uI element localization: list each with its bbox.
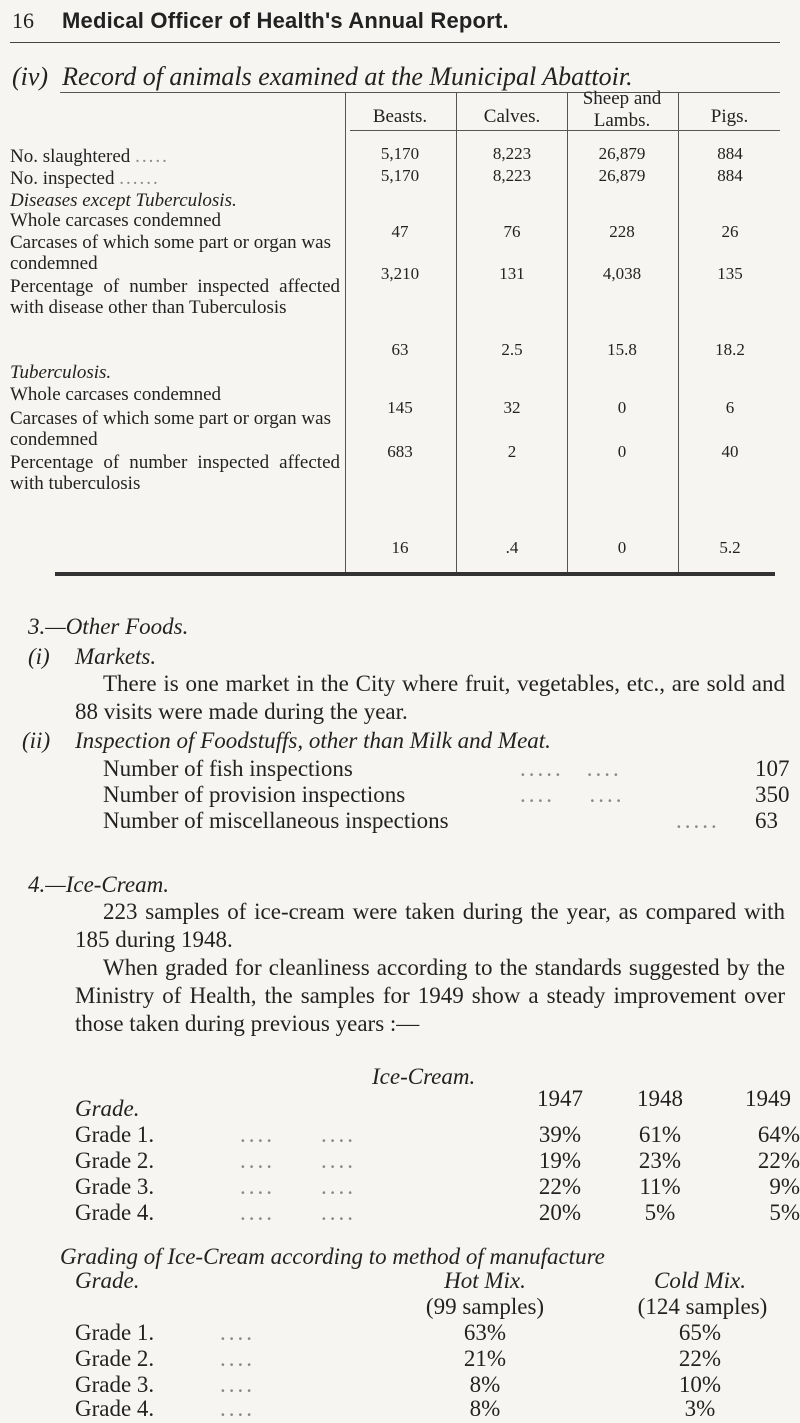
row-label-whole-carcases: Whole carcases condemned [10, 210, 222, 231]
list-item-label: Number of provision inspections [103, 782, 406, 807]
table-cell: 135 [717, 264, 743, 283]
table-cell: 0 [617, 398, 627, 417]
leader-dots: .... .... [240, 1148, 356, 1173]
column-header-pigs: Pigs. [710, 106, 749, 127]
leader-dots: .... [220, 1372, 255, 1397]
table-cell: 26 [721, 222, 739, 241]
table-cell: 10% [678, 1372, 722, 1397]
leader-dots: .... [220, 1320, 255, 1345]
leader-dots: ..... [676, 808, 720, 833]
grade-label: Grade 2. [75, 1148, 155, 1173]
cold-mix-header: Cold Mix. [654, 1268, 746, 1293]
row-label-percentage-disease: Percentage of number inspected affected with disease other than Tuberculosis [10, 276, 340, 318]
other-foods-heading: 3.—Other Foods. [28, 614, 189, 639]
table-cell: 76 [503, 222, 521, 241]
row-label-inspected: No. inspected ...... [10, 168, 160, 189]
page-number: 16 [12, 8, 34, 33]
table-cell: 19% [538, 1148, 582, 1173]
record-section-heading: Record of animals examined at the Municipal Abattoir. [62, 62, 633, 91]
ice-cream-paragraph-2: When graded for cleanliness according to the standards suggested by the Ministry of Health, the samples for 1949 show a steady improvement over those taken during previous years :— [75, 955, 785, 1036]
table-column-divider [567, 92, 568, 572]
table-cell: 11% [639, 1174, 681, 1199]
grade-label: Grade 3. [75, 1372, 155, 1397]
table-cell: 39% [538, 1122, 582, 1147]
grade-label: Grade 4. [75, 1396, 155, 1421]
list-item-value: 63 [755, 808, 778, 833]
table-cell: 20% [538, 1200, 582, 1225]
row-category-diseases: Diseases except Tuberculosis. [10, 190, 237, 211]
record-section-number: (iv) [12, 62, 49, 91]
inspection-title: Inspection of Foodstuffs, other than Milk and Meat. [75, 728, 551, 753]
markets-title: Markets. [75, 644, 157, 669]
table-cell: 5% [644, 1200, 676, 1225]
leader-dots: .... .... [520, 782, 625, 807]
list-item-label: Number of fish inspections [103, 756, 353, 781]
table-header-rule [350, 130, 780, 131]
column-header-sheep-lambs: Sheep and Lambs. [582, 88, 662, 131]
table-cell: 2 [507, 442, 517, 461]
year-header: 1949 [745, 1086, 791, 1111]
list-item-label: Number of miscellaneous inspections [103, 808, 449, 833]
table-bottom-rule [55, 572, 775, 576]
year-header: 1947 [537, 1086, 583, 1111]
table-caption: Grading of Ice-Cream according to method of manufacture [60, 1244, 605, 1269]
inspection-number: (ii) [22, 728, 51, 753]
hot-mix-header: Hot Mix. [444, 1268, 526, 1293]
table-cell: 61% [638, 1122, 682, 1147]
table-cell: 3% [684, 1396, 716, 1421]
row-label-percentage-tb: Percentage of number inspected affected with tuberculosis [10, 452, 340, 494]
table-cell: 18.2 [715, 340, 745, 359]
table-cell: 23% [638, 1148, 682, 1173]
report-title: Medical Officer of Health's Annual Report. [62, 8, 509, 33]
table-cell: 40 [721, 442, 739, 461]
markets-text: There is one market in the City where fruit, vegetables, etc., are sold and 88 visits were made during the year. [75, 671, 785, 724]
grade-label: Grade 1. [75, 1320, 155, 1345]
table-column-divider [345, 92, 346, 572]
table-cell: 131 [499, 264, 525, 283]
table-cell: 683 [387, 442, 413, 461]
leader-dots: .... [220, 1346, 255, 1371]
table-cell: 5.2 [719, 538, 741, 557]
grade-label: Grade 3. [75, 1174, 155, 1199]
markets-number: (i) [28, 644, 50, 669]
table-cell: 2.5 [501, 340, 523, 359]
table-cell: .4 [505, 538, 519, 557]
table-caption: Ice-Cream. [372, 1064, 476, 1089]
table-cell: 9% [769, 1174, 800, 1199]
table-column-divider [456, 92, 457, 572]
table-cell: 64% [757, 1122, 800, 1147]
table-cell: 5% [769, 1200, 800, 1225]
table-cell: 5,170 [380, 166, 420, 185]
hot-mix-samples: (99 samples) [425, 1294, 545, 1319]
table-cell: 63% [463, 1320, 507, 1345]
row-label-whole-carcases-tb: Whole carcases condemned [10, 384, 222, 405]
grade-column-header: Grade. [75, 1096, 140, 1121]
year-header: 1948 [637, 1086, 683, 1111]
table-cell: 65% [678, 1320, 722, 1345]
table-cell: 8% [469, 1372, 501, 1397]
row-category-tuberculosis: Tuberculosis. [10, 362, 112, 383]
table-cell: 4,038 [602, 264, 642, 283]
leader-dots: .... .... [240, 1122, 356, 1147]
table-cell: 145 [387, 398, 413, 417]
table-cell: 3,210 [380, 264, 420, 283]
grade-label: Grade 4. [75, 1200, 155, 1225]
ice-cream-heading: 4.—Ice-Cream. [28, 872, 169, 897]
table-cell: 228 [609, 222, 635, 241]
table-cell: 8,223 [492, 144, 532, 163]
grade-label: Grade 1. [75, 1122, 155, 1147]
table-cell: 884 [717, 166, 743, 185]
table-cell: 26,879 [598, 166, 646, 185]
table-cell: 26,879 [598, 144, 646, 163]
row-label-slaughtered: No. slaughtered ..... [10, 146, 169, 167]
table-cell: 884 [717, 144, 743, 163]
table-cell: 22% [757, 1148, 800, 1173]
ice-cream-paragraph-1: 223 samples of ice-cream were taken during the year, as compared with 185 during 1948. [75, 899, 785, 952]
table-cell: 0 [617, 538, 627, 557]
table-cell: 0 [617, 442, 627, 461]
row-label-part-condemned-tb: Carcases of which some part or organ was condemned [10, 408, 331, 450]
leader-dots: .... .... [240, 1174, 356, 1199]
header-rule [10, 42, 780, 43]
table-cell: 8% [469, 1396, 501, 1421]
column-header-calves: Calves. [483, 106, 541, 127]
cold-mix-samples: (124 samples) [637, 1294, 768, 1319]
table-cell: 22% [678, 1346, 722, 1371]
leader-dots: ..... .... [520, 756, 622, 781]
list-item-value: 350 [755, 782, 790, 807]
column-header-beasts: Beasts. [372, 106, 428, 127]
leader-dots: .... [220, 1396, 255, 1421]
table-cell: 47 [391, 222, 409, 241]
record-section-title [12, 62, 633, 92]
table-cell: 21% [463, 1346, 507, 1371]
table-cell: 15.8 [607, 340, 637, 359]
table-cell: 6 [725, 398, 735, 417]
table-top-rule [60, 92, 780, 93]
row-label-part-condemned: Carcases of which some part or organ was condemned [10, 232, 331, 274]
list-item-value: 107 [755, 756, 790, 781]
table-column-divider [678, 92, 679, 572]
leader-dots: .... .... [240, 1200, 356, 1225]
table-cell: 8,223 [492, 166, 532, 185]
table-cell: 32 [503, 398, 521, 417]
table-cell: 63 [391, 340, 409, 359]
grade-column-header: Grade. [75, 1268, 140, 1293]
grade-label: Grade 2. [75, 1346, 155, 1371]
table-cell: 16 [391, 538, 409, 557]
table-cell: 22% [538, 1174, 582, 1199]
table-cell: 5,170 [380, 144, 420, 163]
